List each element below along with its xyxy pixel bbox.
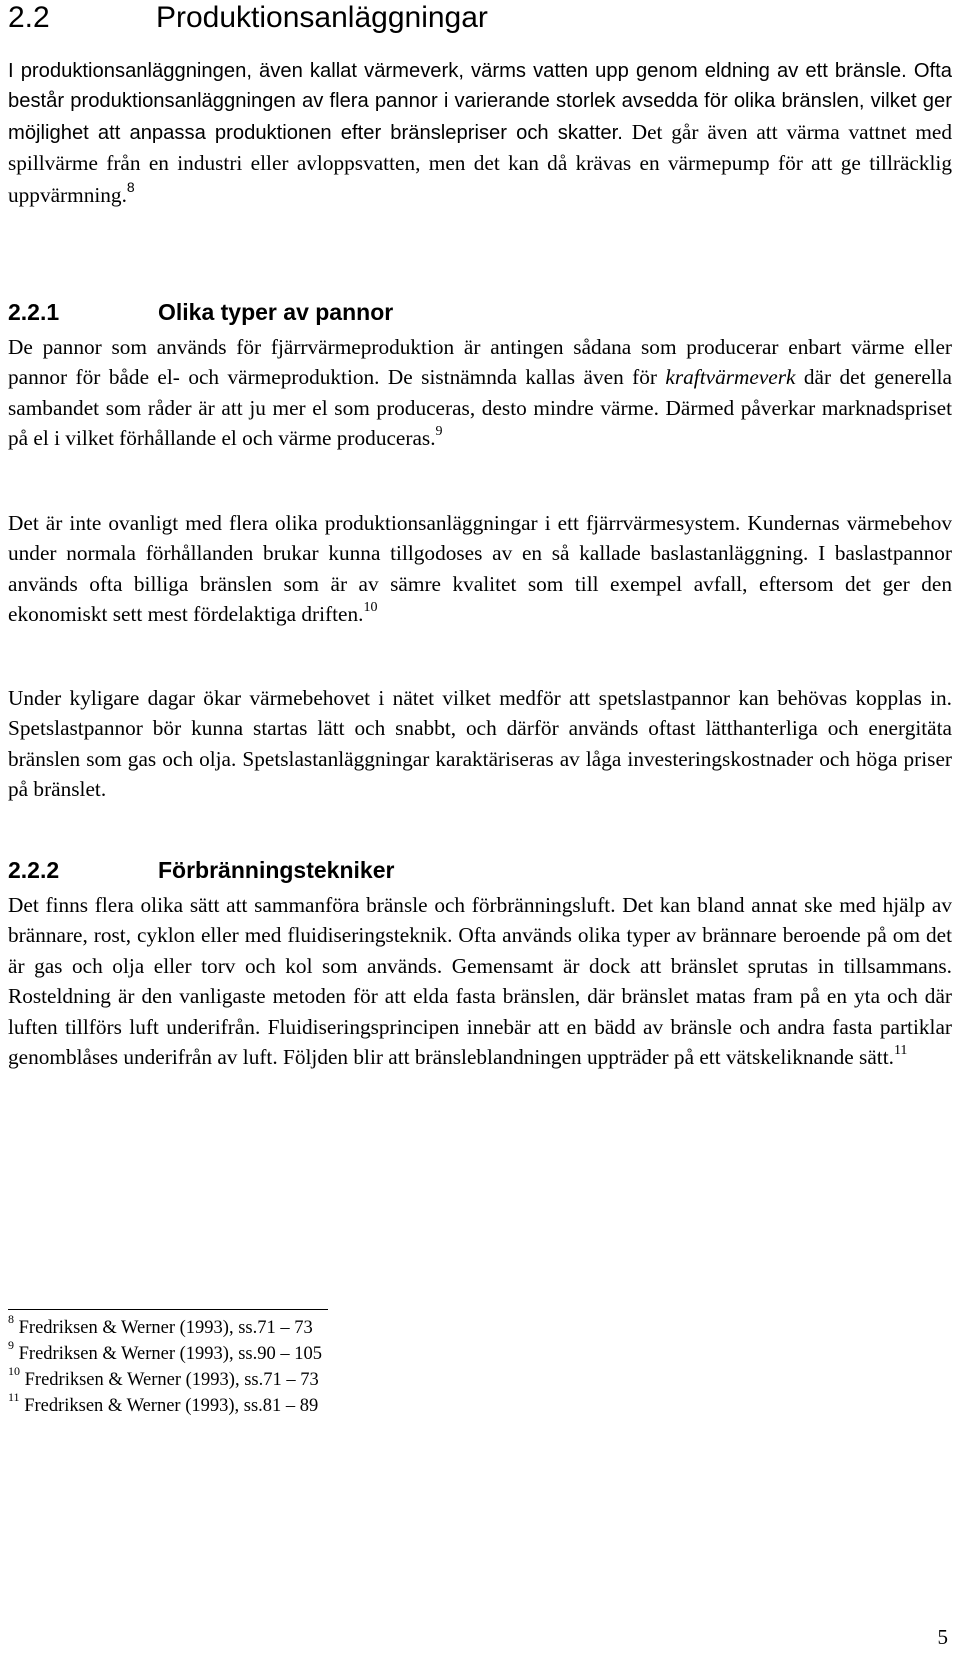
intro-paragraph [8,56,952,211]
footnote [8,1363,319,1392]
section-title: Produktionsanläggningar [156,1,488,34]
intro-text-part1: I produktionsanläggningen, även kallat värmeverk, värms vatten upp genom eldning av ett bränsle. Ofta består produktionsanläggningen av flera pannor i varierande storlek avsedda för olika bränslen, vilket ger möjlighet att anpassa produktionen efter bränslepriser och skatter. [8,60,952,144]
subsection-number: 2.2.2 [8,857,60,883]
footnote-number: 10 [8,1363,20,1378]
subsection-heading-1 [8,298,393,326]
intro-text-part2: Det går även att värma vattnet med spillvärme från en industri eller avloppsvatten, men det kan då krävas en värmepump för att ge tillräcklig uppvärmning. [8,119,952,207]
footnote-text: Fredriksen & Werner (1993), ss.90 – 105 [18,1344,322,1364]
footnote-text: Fredriksen & Werner (1993), ss.71 – 73 [24,1370,319,1390]
footnote-number: 11 [8,1389,20,1404]
subsection-heading-2 [8,856,394,884]
footnote [8,1337,322,1366]
page-number: 5 [937,1625,948,1649]
italic-term: kraftvärmeverk [665,365,796,390]
paragraph-text: Det är inte ovanligt med flera olika produktionsanläggningar i ett fjärrvärmesystem. Kundernas värmebehov under normala förhållanden brukar kunna tillgodoses av en så kallade baslastanläggning. I baslastpannor används ofta billiga bränslen som är av sämre kvalitet som till exempel avfall, eftersom det ger den ekonomiskt sett mest fördelaktiga driften. [8,511,952,627]
subsection-title: Olika typer av pannor [158,299,394,325]
footnote-ref: 11 [893,1042,908,1058]
footnote-number: 8 [8,1311,14,1326]
subsection-title: Förbränningstekniker [158,857,395,883]
footnote-separator [8,1309,328,1310]
footnote-ref: 8 [126,178,135,195]
section-number: 2.2 [8,1,50,34]
footnote-text: Fredriksen & Werner (1993), ss.81 – 89 [24,1396,319,1416]
paragraph-pannor [8,332,952,454]
footnote-text: Fredriksen & Werner (1993), ss.71 – 73 [18,1318,313,1338]
footnote [8,1389,319,1418]
footnote-ref: 10 [363,600,378,616]
section-heading [8,0,488,36]
subsection-number: 2.2.1 [8,299,60,325]
paragraph-text: Det finns flera olika sätt att sammanföra bränsle och förbränningsluft. Det kan bland annat ske med hjälp av brännare, rost, cyklon eller med fluidiseringsteknik. Ofta används olika typer av brännare beroende på om det är gas och olja eller torv och kol som används. Gemensamt är dock att bränslet sprutas in tillsammans. Rosteldning är den vanligaste metoden för att elda fasta bränslen, där bränslet matas fram på en yta och där luften tillförs luft underifrån. Fluidiseringsprincipen innebär att en bädd av bränsle och andra fasta partiklar genomblåses underifrån av luft. Följden blir att bränsleblandningen uppträder på ett vätskeliknande sätt. [8,893,952,1070]
paragraph-forbranning [8,890,952,1072]
paragraph-baslast [8,508,952,630]
footnote-number: 9 [8,1337,14,1352]
paragraph-spetslast [8,683,952,805]
paragraph-text: där det generella sambandet som råder är att ju mer el som produceras, desto mindre värme. Därmed påverkar marknadspriset på el i vilket förhållande el och värme produceras. [8,365,952,451]
paragraph-text: De pannor som används för fjärrvärmeproduktion är antingen sådana som producerar enbart värme eller pannor för både el- och värmeproduktion. De sistnämnda kallas även för [8,335,952,390]
paragraph-text: Under kyligare dagar ökar värmebehovet i nätet vilket medför att spetslastpannor kan behövas kopplas in. Spetslastpannor bör kunna startas lätt och snabbt, och därför används oftast lätthanterliga och energitäta bränslen som gas och olja. Spetslastanläggningar karaktäriseras av låga investeringskostnader och höga priser på bränslet. [8,686,952,802]
footnote [8,1311,313,1340]
footnote-ref: 9 [435,424,443,440]
